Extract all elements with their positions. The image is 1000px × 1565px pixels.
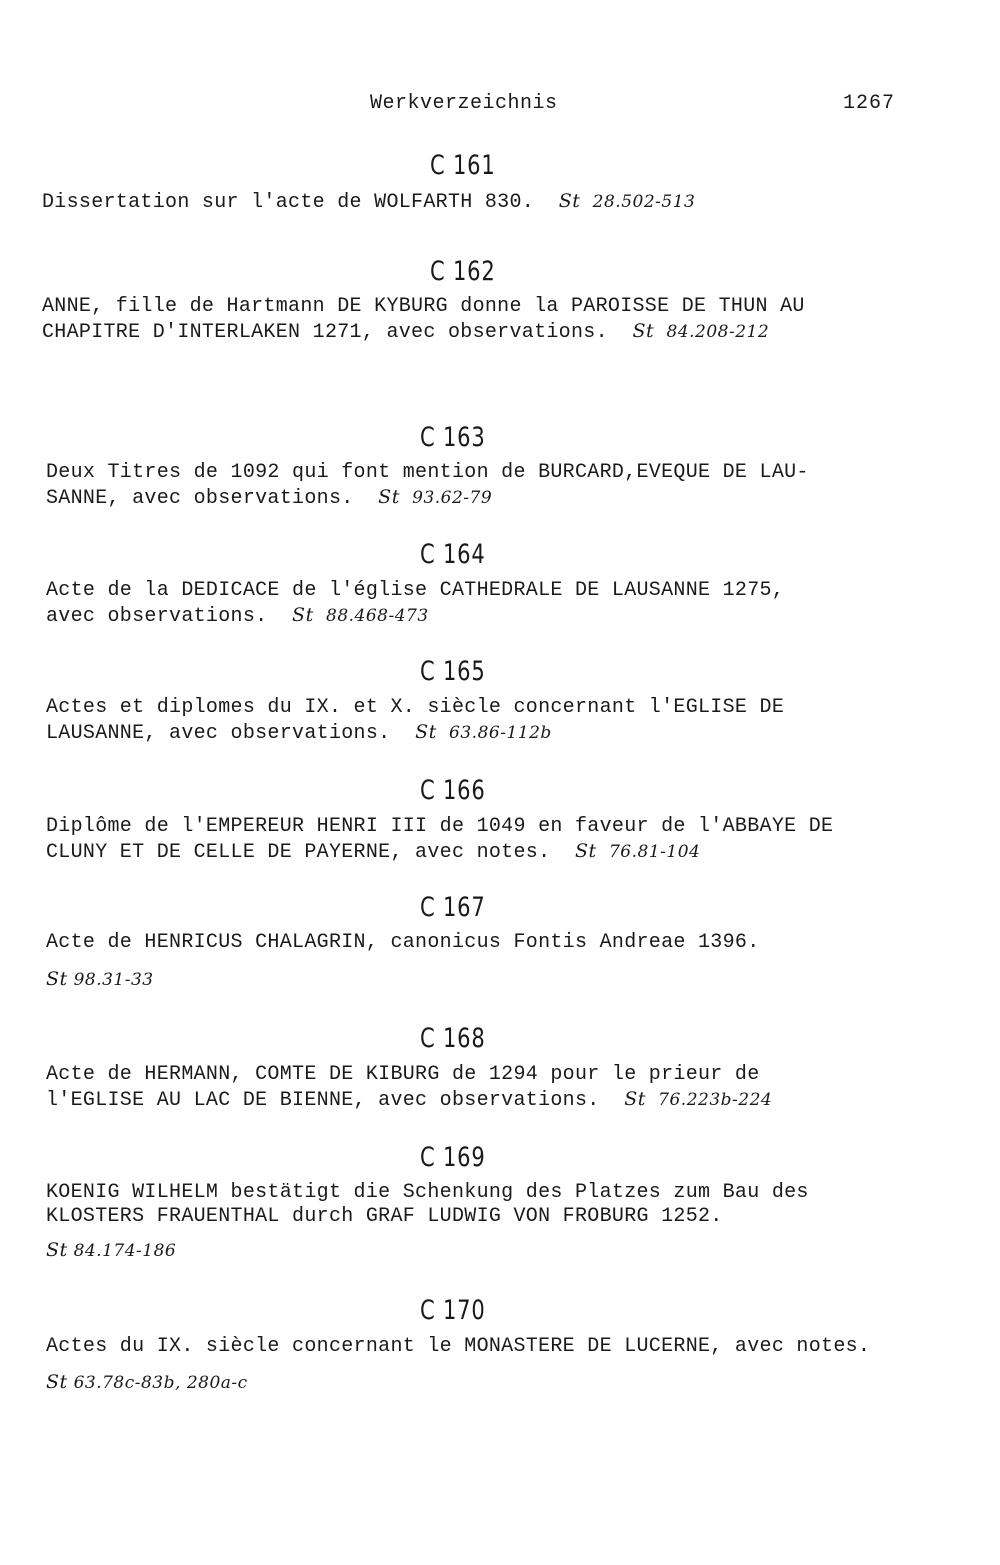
entry-id: C 164 xyxy=(420,539,486,570)
reference: 98.31-33 xyxy=(73,970,154,990)
entry-line: LAUSANNE, avec observations. xyxy=(46,722,391,745)
reference-prefix: St xyxy=(46,968,68,990)
page-number: 1267 xyxy=(843,92,896,115)
reference: 76.223b-224 xyxy=(658,1090,773,1110)
entry-line: Acte de la DEDICACE de l'église CATHEDRALE DE LAUSANNE 1275, xyxy=(46,579,785,602)
entry-text xyxy=(46,696,784,746)
entry-line: Acte de HENRICUS CHALAGRIN, canonicus Fontis Andreae 1396. xyxy=(46,931,760,954)
reference-prefix: St xyxy=(575,840,597,862)
entry-line: SANNE, avec observations. xyxy=(46,487,354,510)
reference: 63.78c-83b, 280a-c xyxy=(73,1373,248,1393)
reference-prefix: St xyxy=(378,486,400,508)
reference: 28.502-513 xyxy=(592,192,696,212)
entry-line: Acte de HERMANN, COMTE DE KIBURG de 1294 pour le prieur de xyxy=(46,1063,760,1086)
reference-prefix: St xyxy=(292,604,314,626)
entry-line: Dissertation sur l'acte de WOLFARTH 830. xyxy=(42,191,535,214)
reference: 93.62-79 xyxy=(412,488,493,508)
reference: 84.208-212 xyxy=(666,322,770,342)
entry-id: C 168 xyxy=(420,1023,486,1054)
entry-line: avec observations. xyxy=(46,605,268,628)
entry-line: CLUNY ET DE CELLE DE PAYERNE, avec notes. xyxy=(46,841,551,864)
entry-text xyxy=(42,295,805,345)
entry-id: C 162 xyxy=(430,256,496,287)
entry-id: C 165 xyxy=(420,656,486,687)
entry-text xyxy=(46,461,809,511)
entry-text xyxy=(46,1335,870,1359)
reference: 84.174-186 xyxy=(73,1241,177,1261)
entry-line: Deux Titres de 1092 qui font mention de BURCARD,EVEQUE DE LAU- xyxy=(46,461,809,484)
entry-text xyxy=(46,931,760,955)
entry-id: C 170 xyxy=(420,1295,486,1326)
entry-id: C 169 xyxy=(420,1142,486,1173)
entry-line: Diplôme de l'EMPEREUR HENRI III de 1049 en faveur de l'ABBAYE DE xyxy=(46,815,834,838)
entry-text xyxy=(46,815,833,865)
entry-id: C 167 xyxy=(420,892,486,923)
reference-prefix: St xyxy=(46,1239,68,1261)
entry-text xyxy=(42,189,695,215)
entry-line: Actes et diplomes du IX. et X. siècle concernant l'EGLISE DE xyxy=(46,696,785,719)
reference-line xyxy=(46,1239,176,1261)
entry-text xyxy=(46,579,784,629)
reference-line xyxy=(46,968,154,990)
running-title: Werkverzeichnis xyxy=(370,92,558,115)
reference-prefix: St xyxy=(624,1088,646,1110)
reference-prefix: St xyxy=(558,190,581,212)
entry-id: C 161 xyxy=(430,150,496,181)
reference-prefix: St xyxy=(46,1371,68,1393)
entry-line: ANNE, fille de Hartmann DE KYBURG donne la PAROISSE DE THUN AU xyxy=(42,295,805,318)
entry-id: C 163 xyxy=(420,422,486,453)
reference: 76.81-104 xyxy=(608,842,701,862)
entry-text xyxy=(46,1063,772,1113)
entry-line: CHAPITRE D'INTERLAKEN 1271, avec observations. xyxy=(42,321,608,344)
entry-text xyxy=(46,1181,809,1229)
entry-line: KLOSTERS FRAUENTHAL durch GRAF LUDWIG VON FROBURG 1252. xyxy=(46,1205,723,1228)
reference-line xyxy=(46,1371,248,1393)
reference: 63.86-112b xyxy=(449,723,552,743)
reference-prefix: St xyxy=(415,721,437,743)
entry-line: Actes du IX. siècle concernant le MONASTERE DE LUCERNE, avec notes. xyxy=(46,1335,871,1358)
reference: 88.468-473 xyxy=(326,606,429,626)
entry-id: C 166 xyxy=(420,775,486,806)
entry-line: KOENIG WILHELM bestätigt die Schenkung des Platzes zum Bau des xyxy=(46,1181,809,1204)
reference-prefix: St xyxy=(632,320,655,342)
entry-line: l'EGLISE AU LAC DE BIENNE, avec observations. xyxy=(46,1089,600,1112)
